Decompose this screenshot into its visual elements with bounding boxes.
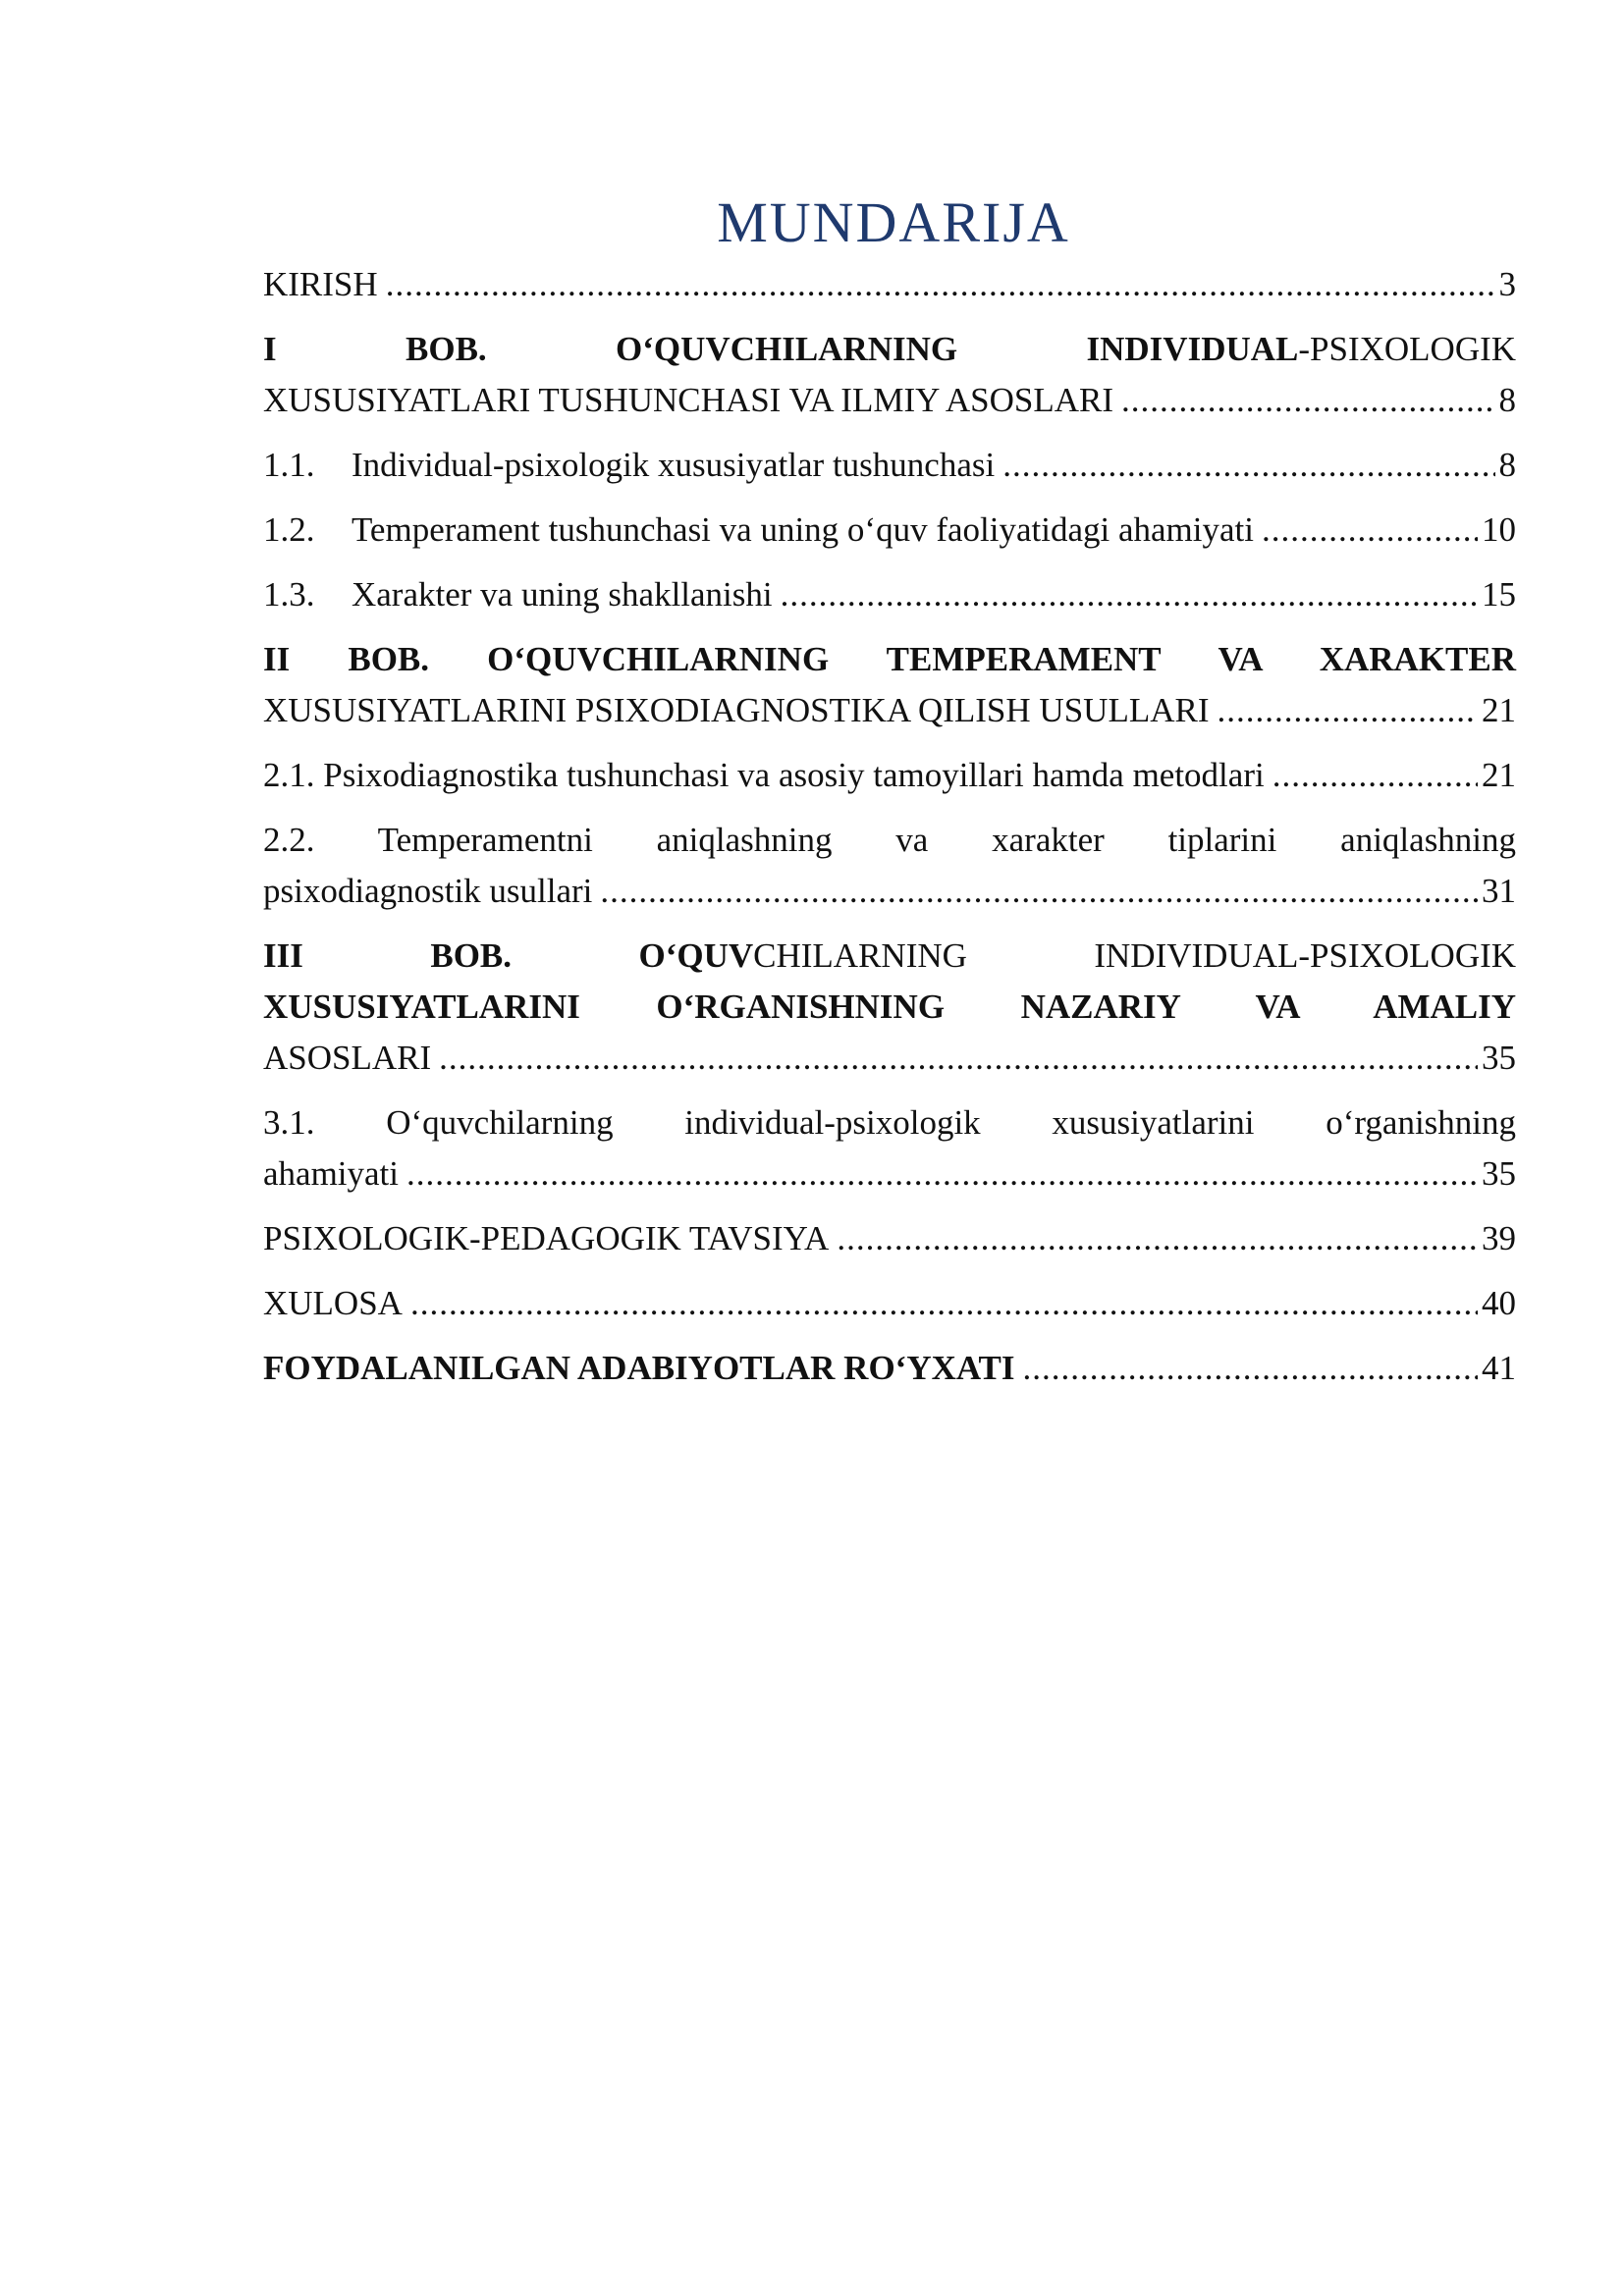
dot-leader [781, 569, 1478, 620]
toc-page-number: 39 [1482, 1219, 1516, 1257]
dot-leader [410, 1278, 1478, 1329]
toc-title-word: -PSIXOLOGIK [1298, 330, 1517, 368]
toc-line [263, 259, 1516, 310]
toc-entry-text: FOYDALANILGAN ADABIYOTLAR RO‘YXATI [263, 1349, 1015, 1387]
toc-line [263, 750, 1516, 801]
toc-page-number: 10 [1482, 510, 1516, 549]
toc-entry-text: Temperament tushunchasi va uning o‘quv faoliyatidagi ahamiyati [352, 510, 1254, 549]
toc-line [263, 1033, 1516, 1084]
dot-leader [1272, 750, 1478, 801]
toc-entry-1-1[interactable] [263, 440, 1516, 491]
dot-leader [439, 1033, 1478, 1084]
toc-page-number: 41 [1482, 1349, 1516, 1387]
toc-title-word: VA [1218, 640, 1262, 678]
dot-leader [1217, 685, 1478, 736]
dot-leader [600, 866, 1478, 917]
toc-line [263, 324, 1516, 375]
toc-title-word: TEMPERAMENT [886, 640, 1162, 678]
toc-page-number: 35 [1482, 1039, 1516, 1077]
toc-entry-bob-2[interactable] [263, 634, 1516, 736]
table-of-contents [263, 259, 1516, 1394]
toc-entry-xulosa[interactable] [263, 1278, 1516, 1329]
toc-entry-bob-3[interactable] [263, 931, 1516, 1084]
dot-leader [406, 1148, 1478, 1200]
toc-chapter-number: III [263, 936, 303, 975]
toc-chapter-number: I [263, 330, 277, 368]
toc-title-word: xususiyatlarini [1052, 1103, 1255, 1142]
toc-chapter-label: BOB. [430, 936, 513, 975]
toc-title-word: O‘QUVCHILARNING [616, 330, 958, 368]
toc-entry-adabiyotlar[interactable] [263, 1343, 1516, 1394]
toc-entry-text: ASOSLARI [263, 1039, 432, 1077]
toc-page-number: 15 [1482, 575, 1516, 614]
toc-line [263, 931, 1516, 982]
toc-title-word: CHILARNING [753, 936, 967, 975]
toc-title-word: XARAKTER [1319, 640, 1516, 678]
toc-entry-text: XULOSA [263, 1284, 403, 1322]
toc-title-word: O‘QUVCHILARNING [487, 640, 830, 678]
toc-line [263, 685, 1516, 736]
toc-section-number: 3.1. [263, 1103, 315, 1142]
toc-title-word: individual-psixologik [684, 1103, 981, 1142]
toc-chapter-label: BOB. [348, 640, 430, 678]
dot-leader [386, 259, 1495, 310]
toc-line [263, 569, 1516, 620]
toc-line [263, 1343, 1516, 1394]
toc-page-number: 21 [1482, 691, 1516, 729]
toc-chapter-number: II [263, 640, 291, 678]
toc-title-word: O‘QUV [638, 936, 754, 975]
toc-line [263, 1097, 1516, 1148]
toc-entry-1-3[interactable] [263, 569, 1516, 620]
toc-page-number: 3 [1498, 265, 1516, 303]
toc-section-number: 1.2. [263, 510, 315, 549]
toc-entry-text: psixodiagnostik usullari [263, 872, 593, 910]
toc-title-word: O‘RGANISHNING [656, 988, 946, 1026]
toc-section-number: 2.2. [263, 821, 315, 859]
toc-chapter-label: BOB. [406, 330, 487, 368]
toc-title-word: O‘quvchilarning [386, 1103, 614, 1142]
toc-title-word: aniqlashning [656, 821, 833, 859]
toc-entry-2-2[interactable] [263, 815, 1516, 917]
toc-title-word: tiplarini [1167, 821, 1277, 859]
toc-title-word: Temperamentni [377, 821, 593, 859]
toc-line [263, 866, 1516, 917]
toc-line [263, 505, 1516, 556]
document-page [263, 187, 1516, 1394]
dot-leader [837, 1213, 1478, 1264]
toc-page-number: 40 [1482, 1284, 1516, 1322]
dot-leader [1121, 375, 1494, 426]
toc-entry-2-1[interactable] [263, 750, 1516, 801]
toc-entry-kirish[interactable] [263, 259, 1516, 310]
toc-line [263, 1278, 1516, 1329]
toc-entry-tavsiya[interactable] [263, 1213, 1516, 1264]
toc-line [263, 815, 1516, 866]
toc-line [263, 634, 1516, 685]
toc-entry-text: Individual-psixologik xususiyatlar tushunchasi [352, 446, 996, 484]
toc-page-number: 31 [1482, 872, 1516, 910]
toc-entry-text: ahamiyati [263, 1154, 400, 1193]
toc-entry-text: Xarakter va uning shakllanishi [352, 575, 773, 614]
toc-title-word: NAZARIY [1020, 988, 1180, 1026]
toc-page-number: 21 [1482, 756, 1516, 794]
toc-entry-text: 2.1. Psixodiagnostika tushunchasi va asosiy tamoyillari hamda metodlari [263, 756, 1265, 794]
toc-title-word: VA [1255, 988, 1299, 1026]
toc-title-word: o‘rganishning [1326, 1103, 1517, 1142]
toc-title-word: va [895, 821, 929, 859]
toc-page-number: 35 [1482, 1154, 1516, 1193]
dot-leader [1262, 505, 1478, 556]
toc-line [263, 1148, 1516, 1200]
toc-title-word: AMALIY [1373, 988, 1517, 1026]
toc-entry-3-1[interactable] [263, 1097, 1516, 1200]
toc-entry-bob-1[interactable] [263, 324, 1516, 426]
toc-page-number: 8 [1498, 446, 1516, 484]
toc-title-word: INDIVIDUAL-PSIXOLOGIK [1094, 936, 1517, 975]
toc-line [263, 1213, 1516, 1264]
toc-entry-text: KIRISH [263, 265, 378, 303]
toc-section-number: 1.1. [263, 446, 315, 484]
toc-title-word: xarakter [992, 821, 1105, 859]
toc-page-number: 8 [1498, 381, 1516, 419]
toc-line [263, 440, 1516, 491]
toc-line [263, 982, 1516, 1033]
toc-entry-text: XUSUSIYATLARINI PSIXODIAGNOSTIKA QILISH USULLARI [263, 691, 1210, 729]
toc-title-word: aniqlashning [1340, 821, 1517, 859]
toc-section-number: 1.3. [263, 575, 315, 614]
toc-line [263, 375, 1516, 426]
dot-leader [1002, 440, 1494, 491]
toc-title-word: XUSUSIYATLARINI [263, 988, 580, 1026]
page-title: MUNDARIJA [717, 190, 1070, 254]
toc-entry-text: PSIXOLOGIK-PEDAGOGIK TAVSIYA [263, 1219, 830, 1257]
toc-entry-text: XUSUSIYATLARI TUSHUNCHASI VA ILMIY ASOSLARI [263, 381, 1114, 419]
toc-title-word: INDIVIDUAL [1086, 330, 1299, 368]
toc-entry-1-2[interactable] [263, 505, 1516, 556]
dot-leader [1023, 1343, 1478, 1394]
